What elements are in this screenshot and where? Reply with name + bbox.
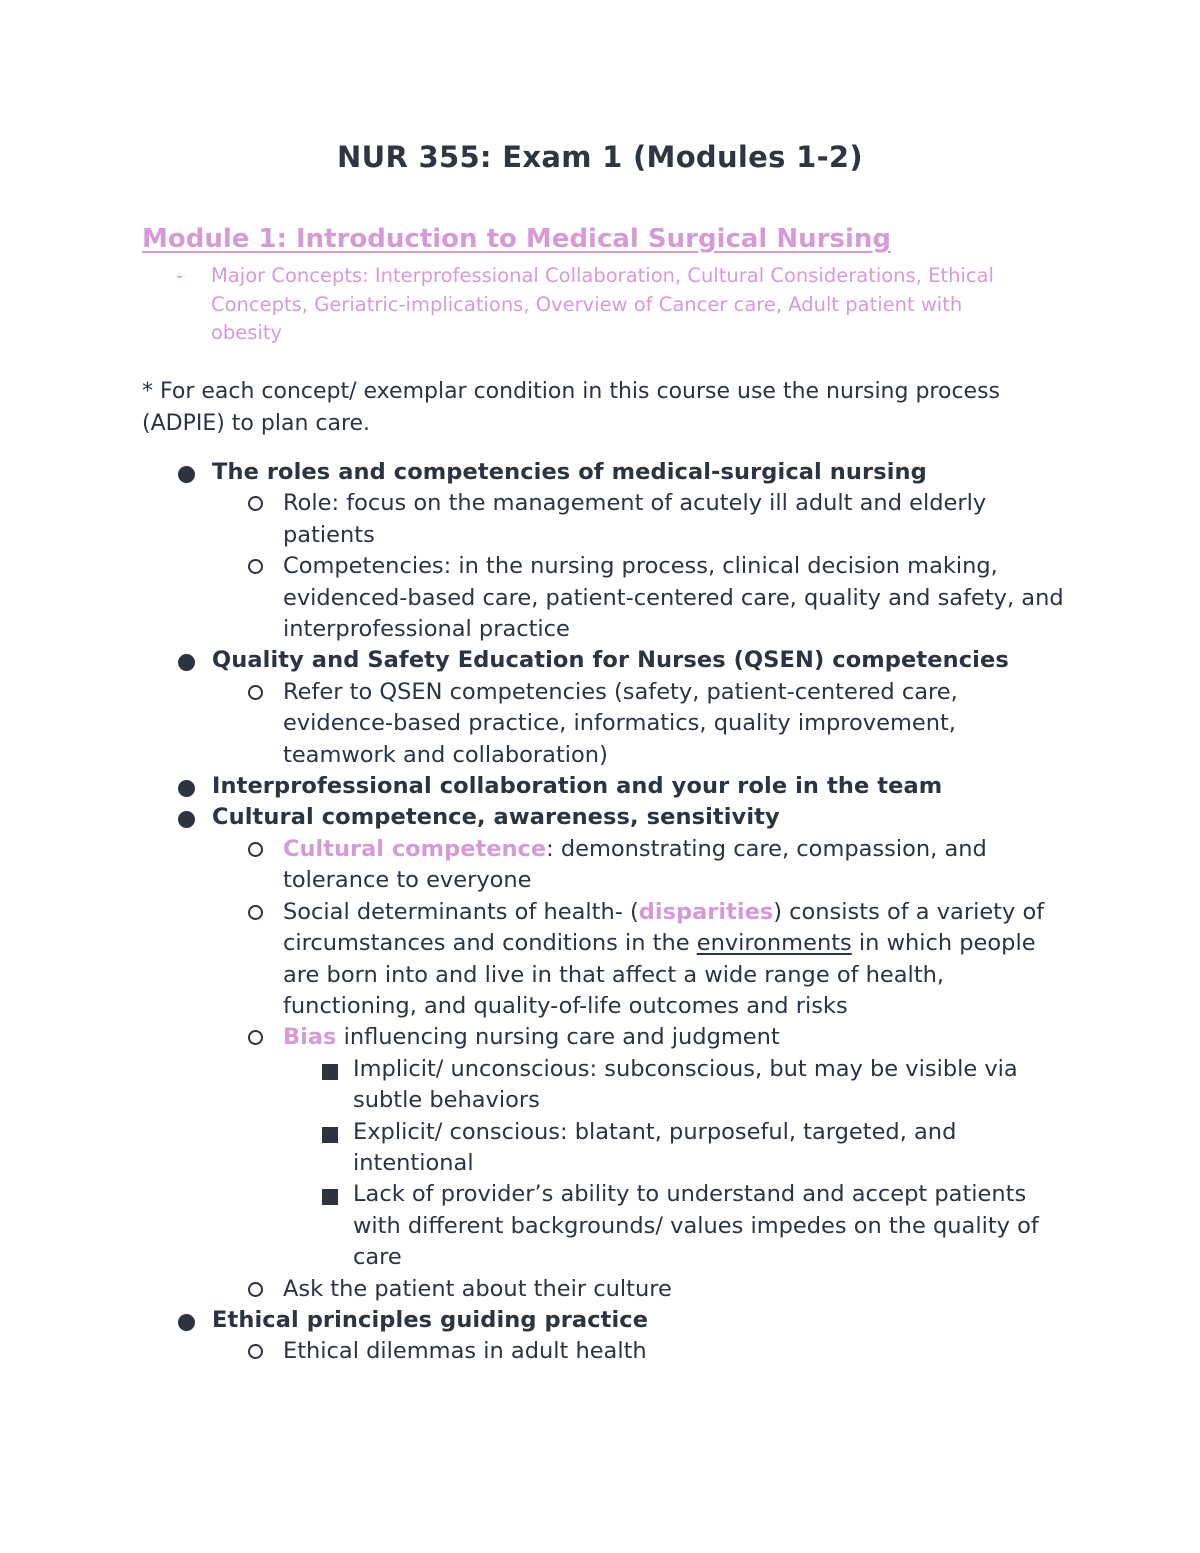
- concepts-dash: -: [176, 264, 184, 287]
- list-item-text: Implicit/ unconscious: subconscious, but may be visible via subtle behaviors: [353, 1055, 1018, 1114]
- module-heading: Module 1: Introduction to Medical Surgical Nursing: [142, 224, 891, 254]
- outline-heading: The roles and competencies of medical-surgical nursing: [212, 459, 927, 485]
- list-item: [0, 897, 1073, 1023]
- list-item-text: Refer to QSEN competencies (safety, patient-centered care, evidence-based practice, informatics, quality improvement, teamwork and collaboration): [283, 678, 958, 768]
- list-item: [0, 834, 1073, 897]
- list-item-text: : demonstrating care, compassion, and tolerance to everyone: [283, 835, 987, 894]
- outline-list: [0, 457, 1200, 1368]
- filled-bullet-icon: [178, 780, 195, 797]
- list-item: [0, 802, 1072, 833]
- underlined-term: environments: [696, 930, 852, 957]
- filled-bullet-icon: [178, 1314, 195, 1331]
- list-item-text: in which people are born into and live in that affect a wide range of health, functioning, and quality-of-life outcomes and risks: [283, 930, 1036, 1019]
- list-item: [0, 1305, 1072, 1336]
- list-item: [0, 645, 1072, 676]
- hollow-bullet-icon: [248, 496, 263, 511]
- list-item: [0, 457, 1072, 488]
- filled-bullet-icon: [178, 811, 195, 828]
- hollow-bullet-icon: [248, 559, 263, 574]
- outline-heading: Interprofessional collaboration and your role in the team: [212, 773, 943, 800]
- list-item: [0, 1179, 1073, 1273]
- list-item: [0, 1274, 1073, 1305]
- major-concepts: [142, 262, 1022, 348]
- list-item: [0, 677, 1073, 771]
- outline-heading: Cultural competence, awareness, sensitivity: [212, 804, 780, 831]
- hollow-bullet-icon: [248, 842, 263, 857]
- nursing-process-note: * For each concept/ exemplar condition in this course use the nursing process (ADPIE) to plan care.: [142, 379, 1000, 436]
- list-item: [0, 488, 1073, 551]
- list-item: [0, 1336, 1073, 1367]
- list-item: [0, 1054, 1073, 1117]
- highlighted-term: Bias: [283, 1024, 337, 1051]
- square-bullet-icon: [322, 1064, 338, 1080]
- filled-bullet-icon: [178, 466, 195, 483]
- list-item-text: Role: focus on the management of acutely ill adult and elderly patients: [283, 490, 987, 548]
- hollow-bullet-icon: [248, 905, 263, 920]
- list-item: [0, 1117, 1073, 1180]
- list-item-text: ) consists of a variety of circumstances and conditions in the: [283, 898, 1045, 957]
- outline-heading: Quality and Safety Education for Nurses (QSEN) competencies: [212, 647, 1009, 674]
- square-bullet-icon: [322, 1189, 338, 1205]
- list-item-text: Explicit/ conscious: blatant, purposeful, targeted, and intentional: [353, 1118, 957, 1176]
- highlighted-term: disparities: [638, 898, 774, 925]
- outline-heading: Ethical principles guiding practice: [212, 1306, 649, 1333]
- list-item-text: Competencies: in the nursing process, clinical decision making, evidenced-based care, patient-centered care, quality and safety, and interprofessional practice: [283, 553, 1064, 643]
- list-item: [0, 1022, 1073, 1053]
- square-bullet-icon: [322, 1127, 338, 1143]
- hollow-bullet-icon: [248, 1344, 263, 1359]
- list-item: [0, 551, 1073, 645]
- list-item-text: Ask the patient about their culture: [283, 1275, 672, 1302]
- highlighted-term: Cultural competence: [283, 835, 547, 862]
- concepts-text: Major Concepts: Interprofessional Collaboration, Cultural Considerations, Ethical Concepts, Geriatric-implications, Overview of Cancer care, Adult patient with obesity: [211, 264, 994, 344]
- list-item-text: Ethical dilemmas in adult health: [283, 1338, 647, 1365]
- list-item: [0, 771, 1072, 802]
- hollow-bullet-icon: [248, 1282, 263, 1297]
- list-item-text: Lack of provider’s ability to understand and accept patients with different backgrounds/ values impedes on the quality of care: [353, 1181, 1039, 1271]
- hollow-bullet-icon: [248, 685, 263, 700]
- page-title: NUR 355: Exam 1 (Modules 1-2): [337, 140, 863, 174]
- list-item-text: influencing nursing care and judgment: [336, 1024, 780, 1051]
- hollow-bullet-icon: [248, 1030, 263, 1045]
- filled-bullet-icon: [178, 654, 195, 671]
- list-item-text: Social determinants of health- (: [283, 898, 639, 925]
